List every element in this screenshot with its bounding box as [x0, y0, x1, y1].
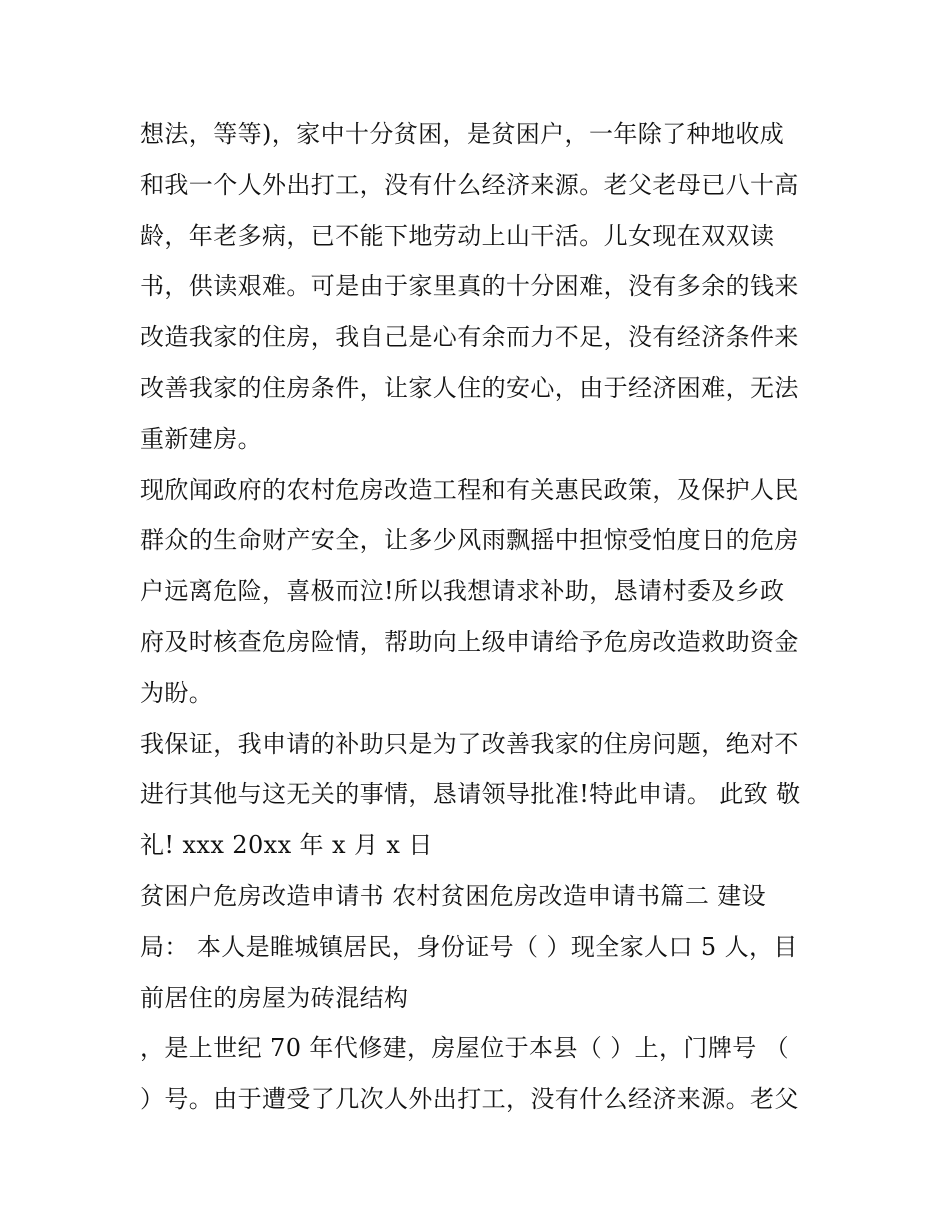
text-line: 群众的生命财产安全，让多少风雨飘摇中担惊受怕度日的危房 [140, 526, 799, 555]
document-body [140, 109, 830, 1125]
text-line: 和我一个人外出打工，没有什么经济来源。老父老母已八十高 [140, 170, 799, 199]
text-line: 为盼。 [140, 678, 214, 707]
text-line: 府及时核查危房险情，帮助向上级申请给予危房改造救助资金 [140, 627, 799, 656]
text-line: 想法，等等)，家中十分贫困，是贫困户，一年除了种地收成 [140, 120, 785, 148]
text-line: 户远离危险，喜极而泣!所以我想请求补助，恳请村委及乡政 [140, 577, 785, 606]
text-line: 书，供读艰难。可是由于家里真的十分困难，没有多余的钱来 [140, 272, 799, 301]
text-line: 龄，年老多病，已不能下地劳动上山干活。儿女现在双双读 [140, 221, 775, 250]
text-line: 现欣闻政府的农村危房改造工程和有关惠民政策，及保护人民 [140, 475, 799, 504]
text-line: 进行其他与这无关的事情，恳请领导批准!特此申请。 此致 敬 [140, 780, 801, 809]
text-line: 重新建房。 [140, 424, 262, 453]
text-line: 礼! xxx 20xx 年 x 月 x 日 [140, 831, 433, 860]
text-line: 改善我家的住房条件，让家人住的安心，由于经济困难，无法 [140, 373, 799, 402]
text-line: 改造我家的住房，我自己是心有余而力不足，没有经济条件来 [140, 323, 799, 352]
text-line: ，是上世纪 70 年代修建，房屋位于本县（ ）上，门牌号 （ [140, 1034, 790, 1063]
text-line: 局： 本人是睢城镇居民，身份证号（ ）现全家人口 5 人，目 [140, 932, 798, 961]
text-line: 贫困户危房改造申请书 农村贫困危房改造申请书篇二 建设 [140, 881, 767, 910]
text-line: ）号。由于遭受了几次人外出打工，没有什么经济来源。老父 [140, 1085, 799, 1114]
text-line: 我保证，我申请的补助只是为了改善我家的住房问题，绝对不 [140, 729, 799, 758]
text-line: 前居住的房屋为砖混结构 [140, 983, 409, 1012]
